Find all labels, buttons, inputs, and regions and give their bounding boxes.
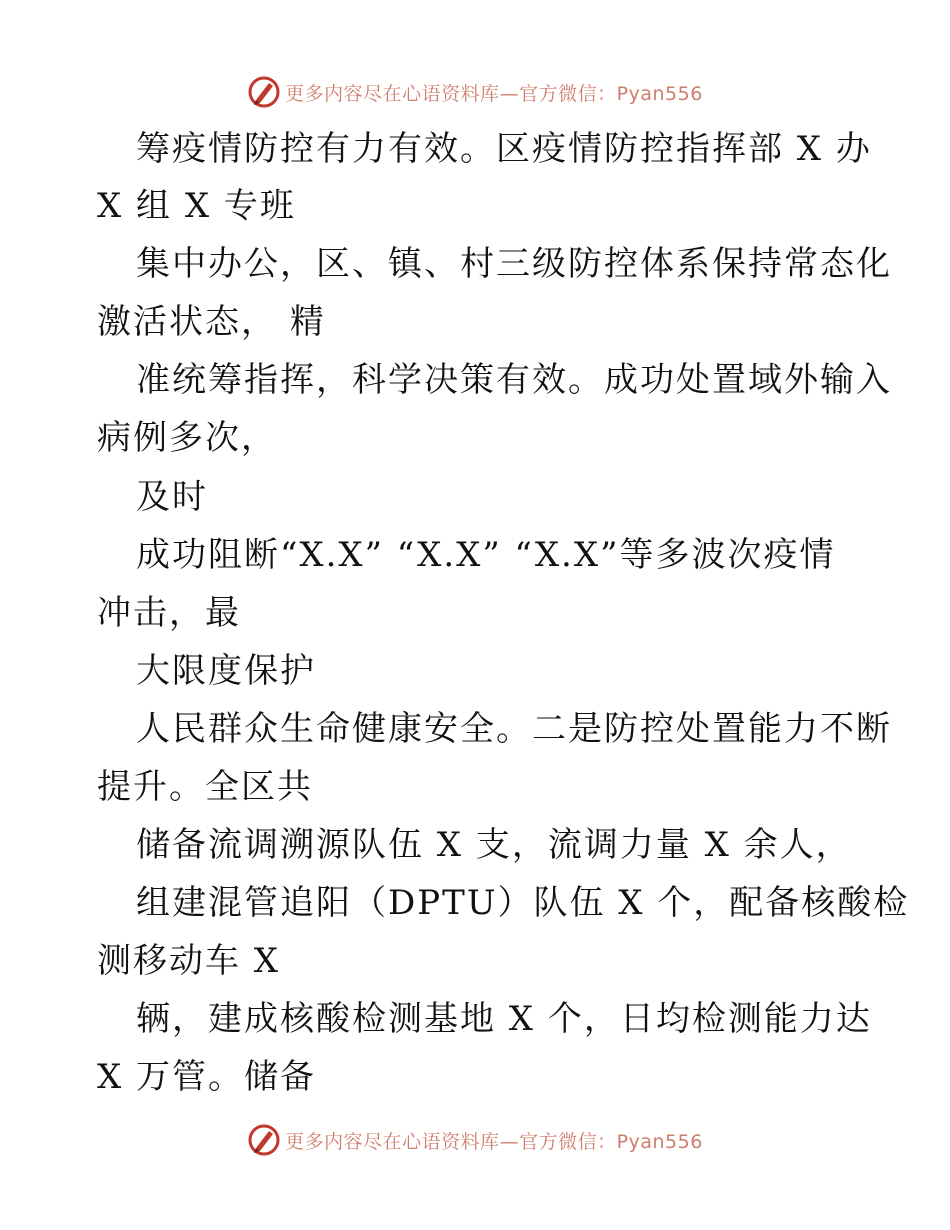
text-line: 人民群众生命健康安全。二是防控处置能力不断 (136, 709, 892, 749)
text-line: 成功阻断“X.X” “X.X” “X.X”等多波次疫情 (136, 535, 836, 575)
text-line: X 万管。储备 (97, 1057, 317, 1097)
text-line: 及时 (136, 477, 208, 517)
text-line: 激活状态， 精 (97, 302, 326, 342)
pen-logo-icon (247, 75, 281, 109)
text-line: 辆，建成核酸检测基地 X 个，日均检测能力达 (136, 999, 872, 1039)
text-line: 组建混管追阳（DPTU）队伍 X 个，配备核酸检 (136, 883, 910, 923)
header-banner-text: 更多内容尽在心语资料库—官方微信：Pyan556 (285, 82, 703, 105)
text-line: 储备流调溯源队伍 X 支，流调力量 X 余人， (136, 825, 852, 865)
text-line: 筹疫情防控有力有效。区疫情防控指挥部 X 办 (136, 129, 872, 169)
text-line: 提升。全区共 (97, 767, 313, 807)
text-line: 测移动车 X (97, 941, 281, 981)
header-banner (0, 72, 950, 112)
footer-banner (0, 1120, 950, 1160)
text-line: 准统筹指挥，科学决策有效。成功处置域外输入 (136, 360, 892, 400)
text-line: 大限度保护 (136, 651, 316, 691)
text-line: 病例多次， (97, 418, 277, 458)
pen-logo-icon (247, 1123, 281, 1157)
text-line: 集中办公，区、镇、村三级防控体系保持常态化 (136, 244, 892, 284)
text-line: X 组 X 专班 (97, 186, 296, 226)
footer-banner-text: 更多内容尽在心语资料库—官方微信：Pyan556 (285, 1130, 703, 1153)
text-line: 冲击，最 (97, 593, 241, 633)
